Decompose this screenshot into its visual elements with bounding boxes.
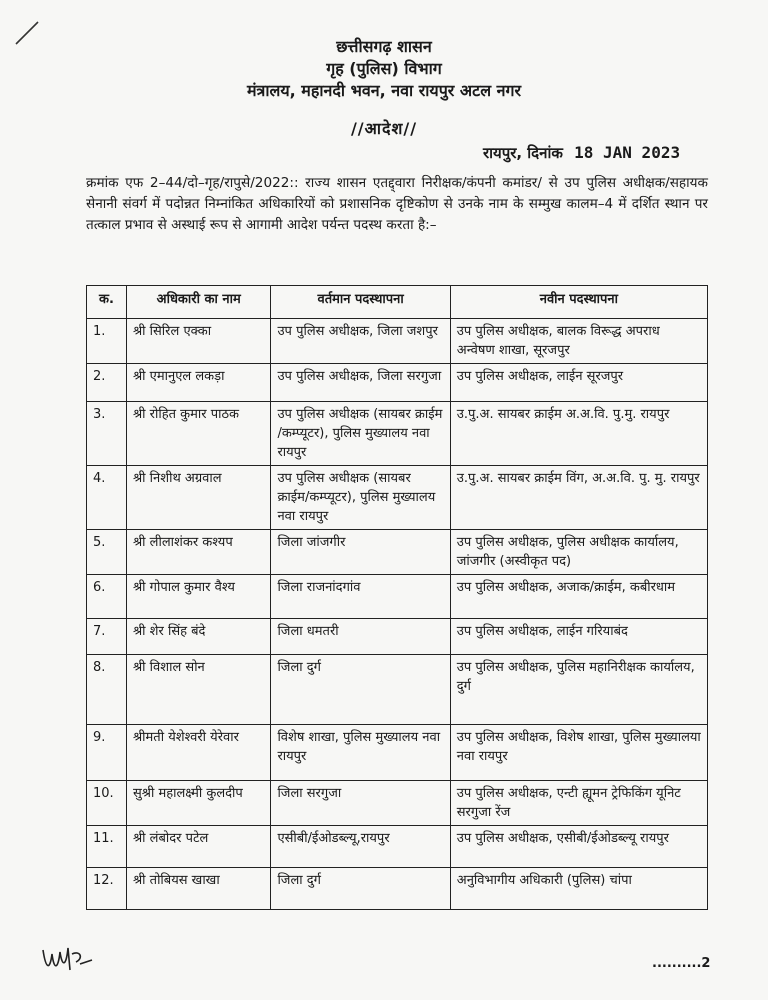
table-row	[87, 781, 708, 826]
current-posting-cell: उप पुलिस अधीक्षक, जिला जशपुर	[271, 319, 450, 364]
table-row	[87, 530, 708, 575]
order-title: //आदेश//	[350, 119, 418, 138]
serial-cell: 7.	[87, 619, 127, 655]
new-posting-cell: अनुविभागीय अधिकारी (पुलिस) चांपा	[450, 868, 707, 910]
serial-cell: 2.	[87, 364, 127, 402]
officer-name-cell: श्री लीलाशंकर कश्यप	[126, 530, 270, 575]
table-row	[87, 319, 708, 364]
col-header-officer-name: अधिकारी का नाम	[126, 286, 270, 319]
new-posting-cell: उप पुलिस अधीक्षक, पुलिस अधीक्षक कार्यालय, जांजगीर (अस्वीकृत पद)	[450, 530, 707, 575]
col-header-serial: क.	[87, 286, 127, 319]
table-row	[87, 619, 708, 655]
serial-cell: 10.	[87, 781, 127, 826]
current-posting-cell: जिला सरगुजा	[271, 781, 450, 826]
current-posting-cell: एसीबी/ईओडब्ल्यू,रायपुर	[271, 826, 450, 868]
signature	[40, 940, 96, 976]
officer-name-cell: श्रीमती येशेश्वरी येरेवार	[126, 725, 270, 781]
officer-name-cell: श्री तोबियस खाखा	[126, 868, 270, 910]
table-row	[87, 725, 708, 781]
col-header-new-posting: नवीन पदस्थापना	[450, 286, 707, 319]
new-posting-cell: उप पुलिस अधीक्षक, लाईन सूरजपुर	[450, 364, 707, 402]
serial-cell: 6.	[87, 575, 127, 619]
serial-cell: 8.	[87, 655, 127, 725]
table-header-row	[87, 286, 708, 319]
officer-name-cell: सुश्री महालक्ष्मी कुलदीप	[126, 781, 270, 826]
current-posting-cell: जिला दुर्ग	[271, 868, 450, 910]
officer-name-cell: श्री शेर सिंह बंदे	[126, 619, 270, 655]
date-label: रायपुर, दिनांक	[483, 144, 563, 162]
serial-cell: 12.	[87, 868, 127, 910]
officer-name-cell: श्री एमानुएल लकड़ा	[126, 364, 270, 402]
new-posting-cell: उप पुलिस अधीक्षक, अजाक/क्राईम, कबीरधाम	[450, 575, 707, 619]
new-posting-cell: उप पुलिस अधीक्षक, पुलिस महानिरीक्षक कार्यालय, दुर्ग	[450, 655, 707, 725]
new-posting-cell: उ.पु.अ. सायबर क्राईम विंग, अ.अ.वि. पु. मु. रायपुर	[450, 466, 707, 530]
date-stamp: 18 JAN 2023	[574, 143, 681, 162]
office-address: मंत्रालय, महानदी भवन, नवा रायपुर अटल नगर	[246, 81, 522, 100]
serial-cell: 3.	[87, 402, 127, 466]
order-paragraph: क्रमांक एफ 2–44/दो–गृह/रापुसे/2022:: राज्य शासन एतद्द्वारा निरीक्षक/कंपनी कमांडर/ से उप पुलिस अधीक्षक/सहायक सेनानी संवर्ग में पदोन्नत निम्नांकित अधिकारियों को प्रशासनिक दृष्टिकोण से उनके नाम के सम्मुख कालम–4 में दर्शित स्थान पर तत्काल प्रभाव से अस्थाई रूप से आगामी आदेश पर्यन्त पदस्थ करता है:–	[86, 175, 708, 233]
current-posting-cell: विशेष शाखा, पुलिस मुख्यालय नवा रायपुर	[271, 725, 450, 781]
new-posting-cell: उप पुलिस अधीक्षक, विशेष शाखा, पुलिस मुख्यालया नवा रायपुर	[450, 725, 707, 781]
table-row	[87, 466, 708, 530]
officer-name-cell: श्री निशीथ अग्रवाल	[126, 466, 270, 530]
new-posting-cell: उ.पु.अ. सायबर क्राईम अ.अ.वि. पु.मु. रायपुर	[450, 402, 707, 466]
current-posting-cell: जिला धमतरी	[271, 619, 450, 655]
government-name: छत्तीसगढ़ शासन	[336, 37, 432, 56]
new-posting-cell: उप पुलिस अधीक्षक, लाईन गरियाबंद	[450, 619, 707, 655]
serial-cell: 4.	[87, 466, 127, 530]
officer-name-cell: श्री सिरिल एक्का	[126, 319, 270, 364]
department-name: गृह (पुलिस) विभाग	[326, 59, 442, 78]
postings-table	[86, 285, 708, 910]
table-row	[87, 575, 708, 619]
current-posting-cell: जिला दुर्ग	[271, 655, 450, 725]
letterhead	[0, 36, 768, 102]
new-posting-cell: उप पुलिस अधीक्षक, बालक विरूद्ध अपराध अन्वेषण शाखा, सूरजपुर	[450, 319, 707, 364]
serial-cell: 11.	[87, 826, 127, 868]
new-posting-cell: उप पुलिस अधीक्षक, एसीबी/ईओडब्ल्यू रायपुर	[450, 826, 707, 868]
officer-name-cell: श्री लंबोदर पटेल	[126, 826, 270, 868]
officer-name-cell: श्री रोहित कुमार पाठक	[126, 402, 270, 466]
serial-cell: 1.	[87, 319, 127, 364]
table-row	[87, 826, 708, 868]
current-posting-cell: जिला राजनांदगांव	[271, 575, 450, 619]
new-posting-cell: उप पुलिस अधीक्षक, एन्टी ह्यूमन ट्रेफिकिंग यूनिट सरगुजा रेंज	[450, 781, 707, 826]
current-posting-cell: उप पुलिस अधीक्षक (सायबर क्राईम /कम्प्यूटर), पुलिस मुख्यालय नवा रायपुर	[271, 402, 450, 466]
table-row	[87, 364, 708, 402]
current-posting-cell: जिला जांजगीर	[271, 530, 450, 575]
table-row	[87, 655, 708, 725]
table-row	[87, 868, 708, 910]
serial-cell: 5.	[87, 530, 127, 575]
current-posting-cell: उप पुलिस अधीक्षक, जिला सरगुजा	[271, 364, 450, 402]
serial-cell: 9.	[87, 725, 127, 781]
page-continuation: ..........2	[652, 956, 711, 971]
col-header-current-posting: वर्तमान पदस्थापना	[271, 286, 450, 319]
officer-name-cell: श्री गोपाल कुमार वैश्य	[126, 575, 270, 619]
dateline	[483, 143, 680, 163]
officer-name-cell: श्री विशाल सोन	[126, 655, 270, 725]
table-row	[87, 402, 708, 466]
current-posting-cell: उप पुलिस अधीक्षक (सायबर क्राईम/कम्प्यूटर), पुलिस मुख्यालय नवा रायपुर	[271, 466, 450, 530]
